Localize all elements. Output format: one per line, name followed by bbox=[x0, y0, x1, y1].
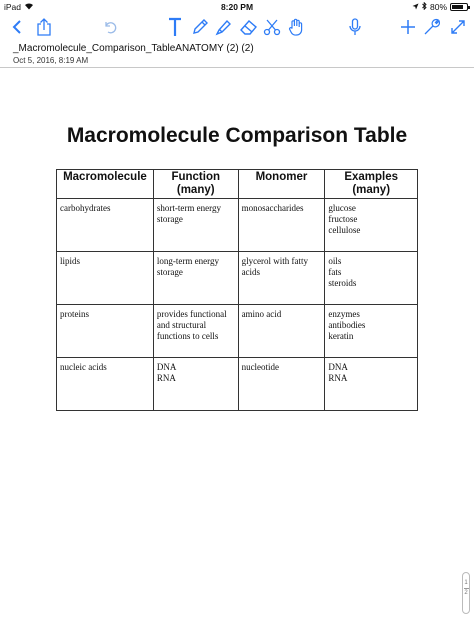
device-name: iPad bbox=[4, 2, 22, 12]
scissors-button[interactable] bbox=[262, 16, 282, 38]
table-cell bbox=[57, 252, 154, 305]
table-cell bbox=[238, 305, 325, 358]
cell-line: enzymes bbox=[328, 309, 360, 319]
status-bar bbox=[0, 0, 474, 14]
table-cell bbox=[57, 305, 154, 358]
hand-button[interactable] bbox=[286, 16, 306, 38]
scissors-icon bbox=[263, 18, 281, 36]
pen-button[interactable] bbox=[190, 16, 210, 38]
total-pages-number: 2 bbox=[464, 590, 468, 596]
header-line: Monomer bbox=[255, 171, 308, 183]
eraser-icon bbox=[239, 18, 259, 36]
page-heading: Macromolecule Comparison Table bbox=[66, 124, 408, 147]
table-cell bbox=[153, 199, 238, 252]
current-page-number: 1 bbox=[464, 580, 468, 586]
hand-icon bbox=[288, 18, 304, 36]
cell-line: RNA bbox=[156, 373, 176, 383]
table-cell bbox=[325, 358, 418, 411]
cell-line: long-term energy bbox=[156, 256, 219, 266]
toolbar bbox=[0, 14, 474, 40]
cell-line: carbohydrates bbox=[60, 203, 111, 213]
table-cell bbox=[57, 199, 154, 252]
text-tool-button[interactable] bbox=[166, 16, 184, 38]
undo-button[interactable] bbox=[100, 16, 120, 38]
add-button[interactable] bbox=[398, 16, 418, 38]
cell-line: nucleic acids bbox=[60, 362, 107, 372]
header-line: Macromolecule bbox=[63, 171, 147, 183]
document-date: Oct 5, 2016, 8:19 AM bbox=[13, 56, 89, 65]
cell-line: oils bbox=[328, 256, 342, 266]
settings-icon bbox=[423, 18, 441, 36]
settings-button[interactable] bbox=[422, 16, 442, 38]
cell-line: glycerol with fatty bbox=[241, 256, 309, 266]
document-header bbox=[0, 40, 474, 68]
header-line: (many) bbox=[176, 184, 215, 196]
cell-line: fructose bbox=[328, 214, 358, 224]
table-cell bbox=[57, 358, 154, 411]
cell-line: DNA bbox=[156, 362, 177, 372]
add-icon bbox=[400, 19, 416, 35]
table-cell bbox=[238, 199, 325, 252]
pen-icon bbox=[191, 18, 209, 36]
cell-line: amino acid bbox=[241, 309, 282, 319]
cell-line: provides functional bbox=[156, 309, 227, 319]
table-header-cell bbox=[325, 170, 418, 199]
header-line: Function bbox=[171, 171, 220, 183]
microphone-icon bbox=[349, 18, 361, 36]
cell-line: short-term energy bbox=[156, 203, 221, 213]
highlighter-icon bbox=[215, 18, 233, 36]
table-row bbox=[57, 305, 418, 358]
share-icon bbox=[36, 18, 52, 36]
cell-line: monosaccharides bbox=[241, 203, 304, 213]
cell-line: lipids bbox=[60, 256, 81, 266]
table-header-cell bbox=[57, 170, 154, 199]
cell-line: glucose bbox=[328, 203, 356, 213]
text-tool-icon bbox=[168, 17, 182, 37]
cell-line: antibodies bbox=[328, 320, 366, 330]
document-title[interactable]: _Macromolecule_Comparison_TableANATOMY (2) (2) bbox=[13, 43, 254, 54]
cell-line: RNA bbox=[328, 373, 348, 383]
page-divider bbox=[464, 588, 469, 589]
back-icon bbox=[11, 19, 23, 35]
cell-line: and structural bbox=[156, 320, 207, 330]
cell-line: storage bbox=[156, 214, 183, 224]
table-row bbox=[57, 199, 418, 252]
cell-line: keratin bbox=[328, 331, 354, 341]
table-cell bbox=[153, 252, 238, 305]
fullscreen-icon bbox=[450, 19, 466, 35]
table-row bbox=[57, 252, 418, 305]
bluetooth-icon bbox=[422, 2, 427, 12]
back-button[interactable] bbox=[8, 16, 26, 38]
cell-line: functions to cells bbox=[156, 331, 219, 341]
table-cell bbox=[238, 358, 325, 411]
battery-fill bbox=[452, 5, 463, 9]
battery-icon bbox=[450, 3, 468, 11]
table-cell bbox=[153, 358, 238, 411]
status-time: 8:20 PM bbox=[220, 2, 254, 12]
status-right bbox=[412, 2, 468, 12]
table-row bbox=[57, 358, 418, 411]
page-indicator[interactable] bbox=[462, 572, 470, 614]
table-header-row bbox=[57, 170, 418, 199]
battery-percentage: 80% bbox=[429, 2, 447, 12]
table-cell bbox=[325, 252, 418, 305]
header-line: Examples bbox=[344, 171, 399, 183]
cell-line: cellulose bbox=[328, 225, 361, 235]
table-header-cell bbox=[238, 170, 325, 199]
cell-line: acids bbox=[241, 267, 261, 277]
table-cell bbox=[325, 199, 418, 252]
table-cell bbox=[153, 305, 238, 358]
cell-line: steroids bbox=[328, 278, 357, 288]
eraser-button[interactable] bbox=[238, 16, 260, 38]
comparison-table bbox=[56, 169, 418, 411]
table-cell bbox=[238, 252, 325, 305]
table-header-cell bbox=[153, 170, 238, 199]
cell-line: storage bbox=[156, 267, 183, 277]
fullscreen-button[interactable] bbox=[448, 16, 468, 38]
table-cell bbox=[325, 305, 418, 358]
location-icon bbox=[412, 2, 419, 12]
cell-line: proteins bbox=[60, 309, 89, 319]
share-button[interactable] bbox=[34, 16, 54, 38]
cell-line: fats bbox=[328, 267, 342, 277]
cell-line: DNA bbox=[328, 362, 348, 372]
header-line: (many) bbox=[352, 184, 391, 196]
highlighter-button[interactable] bbox=[214, 16, 234, 38]
cell-line: nucleotide bbox=[241, 362, 280, 372]
undo-icon bbox=[103, 20, 117, 34]
microphone-button[interactable] bbox=[346, 16, 364, 38]
